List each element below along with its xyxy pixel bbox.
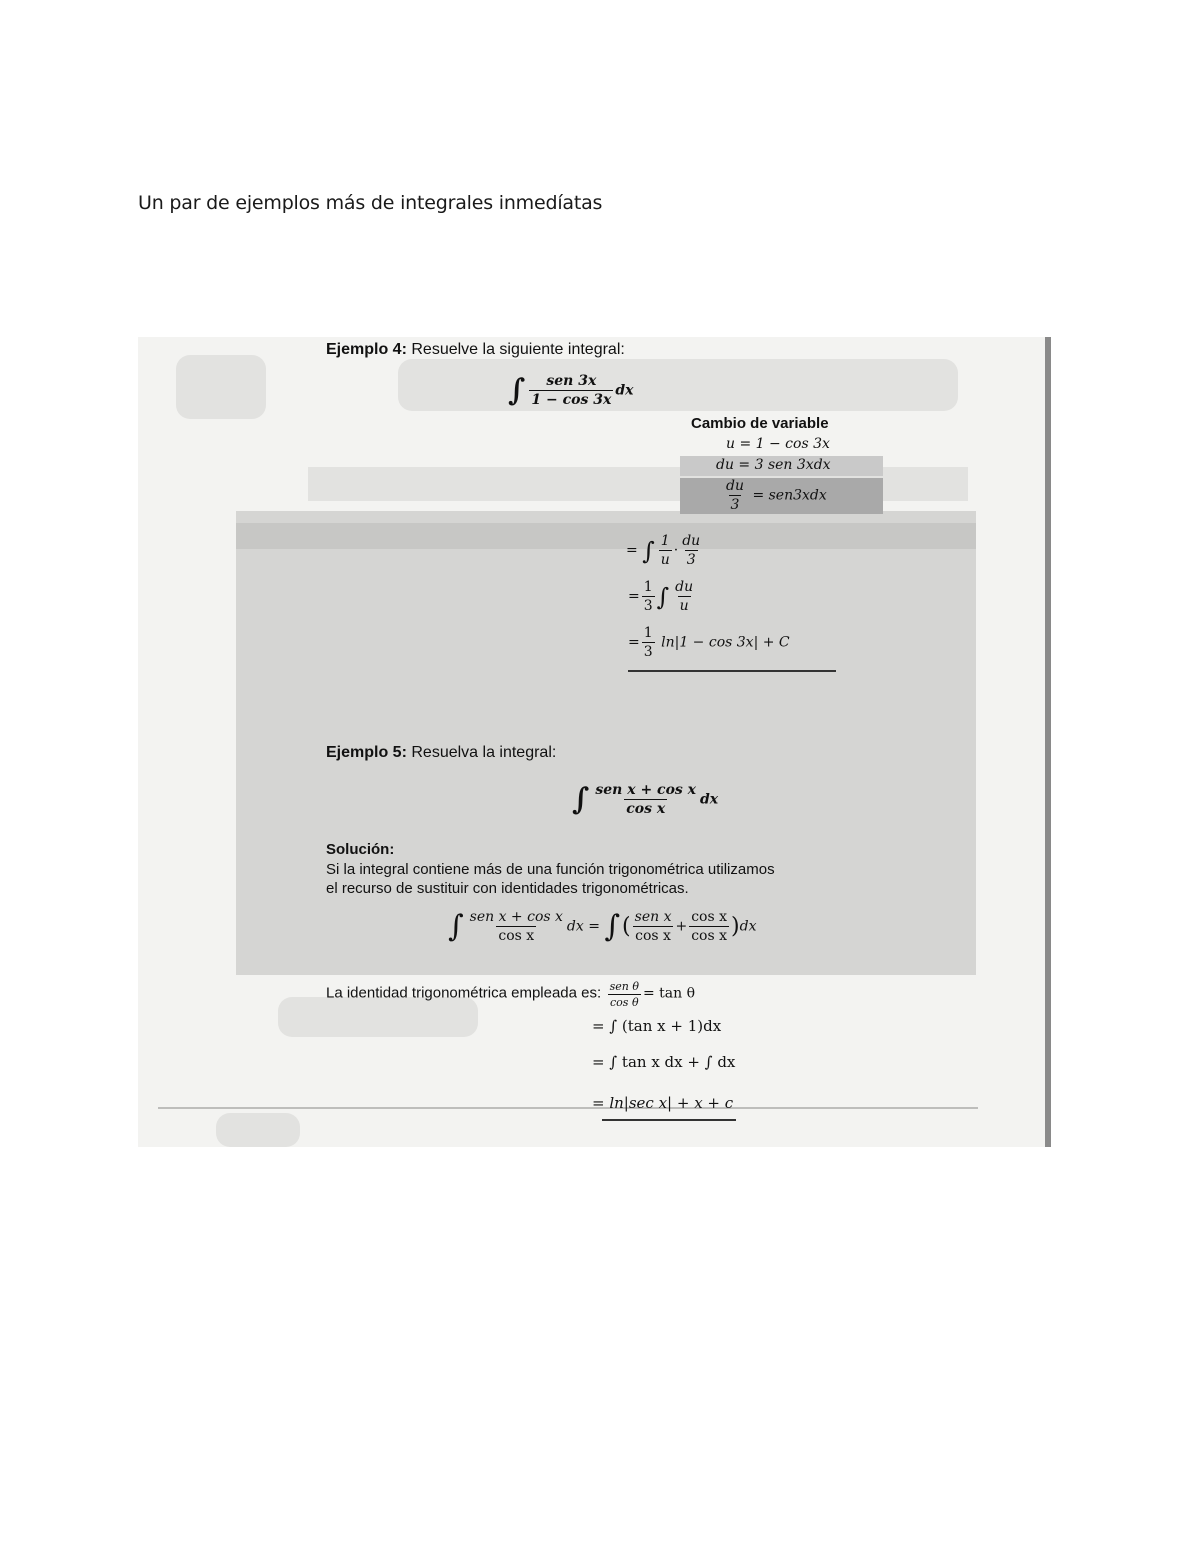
example4-result-underline [628,670,836,672]
example4-integral [508,373,633,408]
ghost-block [236,511,976,975]
identity-num: sen θ [609,980,639,993]
cv-line3-rhs: = sen3xdx [752,487,827,504]
step1-f2-num: du [682,533,701,549]
example5-prompt: Resuelva la integral: [411,744,557,761]
split-rhs-dx: dx [739,918,757,935]
integral-sign-icon: ∫ [642,536,655,565]
cv-line3 [722,478,827,513]
step2-f-den: u [679,598,689,614]
cv-line3-den: 3 [730,497,740,513]
step3-result: ln|1 − cos 3x| + C [661,634,790,651]
example4-step3 [628,625,790,660]
identity-rhs: = tan θ [642,985,696,1002]
step3-coef-num: 1 [643,625,653,641]
example5-integral [572,782,718,817]
step2-equals: = [628,588,640,605]
example4-integral-den: 1 − cos 3x [531,392,612,408]
step2-coef-den: 3 [643,598,653,614]
integral-sign-icon: ∫ [572,781,590,817]
step1-equals: = [626,542,638,559]
ghost-banner [398,359,958,411]
example5-split: ∫ $\frac{\text{sen x + cos x}}{\text{cos x}}$ dx = ∫( $\frac{\text{sen x}}{\text{cos x}}$ + $\frac{\text{cos x}}{\text{cos x}}$ )dx [448,908,757,944]
example4-integral-dx: dx [615,382,634,399]
cv-line3-num: du [726,478,744,494]
solution-text-2: el recurso de sustituir con identidades trigonométricas. [326,880,689,897]
split-b-num: cos x [691,909,728,925]
split-plus: + [675,918,688,935]
integral-sign-icon: ∫ [604,908,621,944]
ghost-logo [176,355,266,419]
split-b-den: cos x [691,928,728,944]
split-lhs-den: cos x [498,928,535,944]
example5-step3: = ln|sec x| + x + c [592,1094,734,1112]
identity-den: cos θ [610,996,639,1009]
identity-text: La identidad trigonométrica empleada es: [326,984,602,1002]
example5-integral-dx: dx [700,791,719,808]
example4-integral-num: sen 3x [546,373,597,389]
example4-step1 [626,533,704,568]
example4-label: Ejemplo 4: [326,341,407,358]
integral-sign-icon: ∫ [448,908,464,944]
split-lhs-num: sen x + cos x [469,909,563,925]
ghost-footer-icon [216,1113,300,1147]
example5-step2 [592,1053,735,1071]
split-a-num: sen x [634,909,672,925]
cv-line1: u = 1 − cos 3x [726,436,830,452]
example4-prompt: Resuelve la siguiente integral: [411,341,625,358]
split-lhs-dx: dx = [566,918,600,935]
step1-f2-den: 3 [686,552,696,568]
example5-integral-den: cos x [626,801,666,817]
step2-part-b: ∫ dx [704,1053,736,1071]
step1-dot: · [673,542,679,559]
example5-integral-num: sen x + cos x [595,782,697,798]
example5-step1: = ∫ (tan x + 1)dx [592,1017,722,1035]
integral-sign-icon: ∫ [656,582,670,611]
step2-coef-num: 1 [643,579,653,595]
ghost-footer-line [158,1107,978,1109]
step2-f-num: du [675,579,694,595]
step3-equals: = [628,634,640,651]
example5-title [326,744,556,762]
step3-coef-den: 3 [643,644,653,660]
change-of-variable-title: Cambio de variable [691,415,829,432]
identity-line [326,980,695,1009]
example5-label: Ejemplo 5: [326,744,407,761]
example5-result-underline [602,1119,736,1121]
example4-step2 [628,579,697,614]
step1-f1-num: 1 [660,533,670,549]
integral-sign-icon: ∫ [508,372,526,408]
solution-title: Solución: [326,841,395,858]
ghost-block-top [236,523,976,549]
scan-edge [1045,337,1051,1147]
step2-part-a: = ∫ tan x dx + [592,1053,700,1071]
example4-title [326,341,625,359]
scanned-page [138,337,1051,1147]
solution-text-1: Si la integral contiene más de una función trigonométrica utilizamos [326,861,775,878]
page-heading: Un par de ejemplos más de integrales inmedíatas [138,192,603,214]
cv-line2: du = 3 sen 3xdx [716,457,831,473]
split-a-den: cos x [635,928,671,944]
step1-f1-den: u [660,552,670,568]
